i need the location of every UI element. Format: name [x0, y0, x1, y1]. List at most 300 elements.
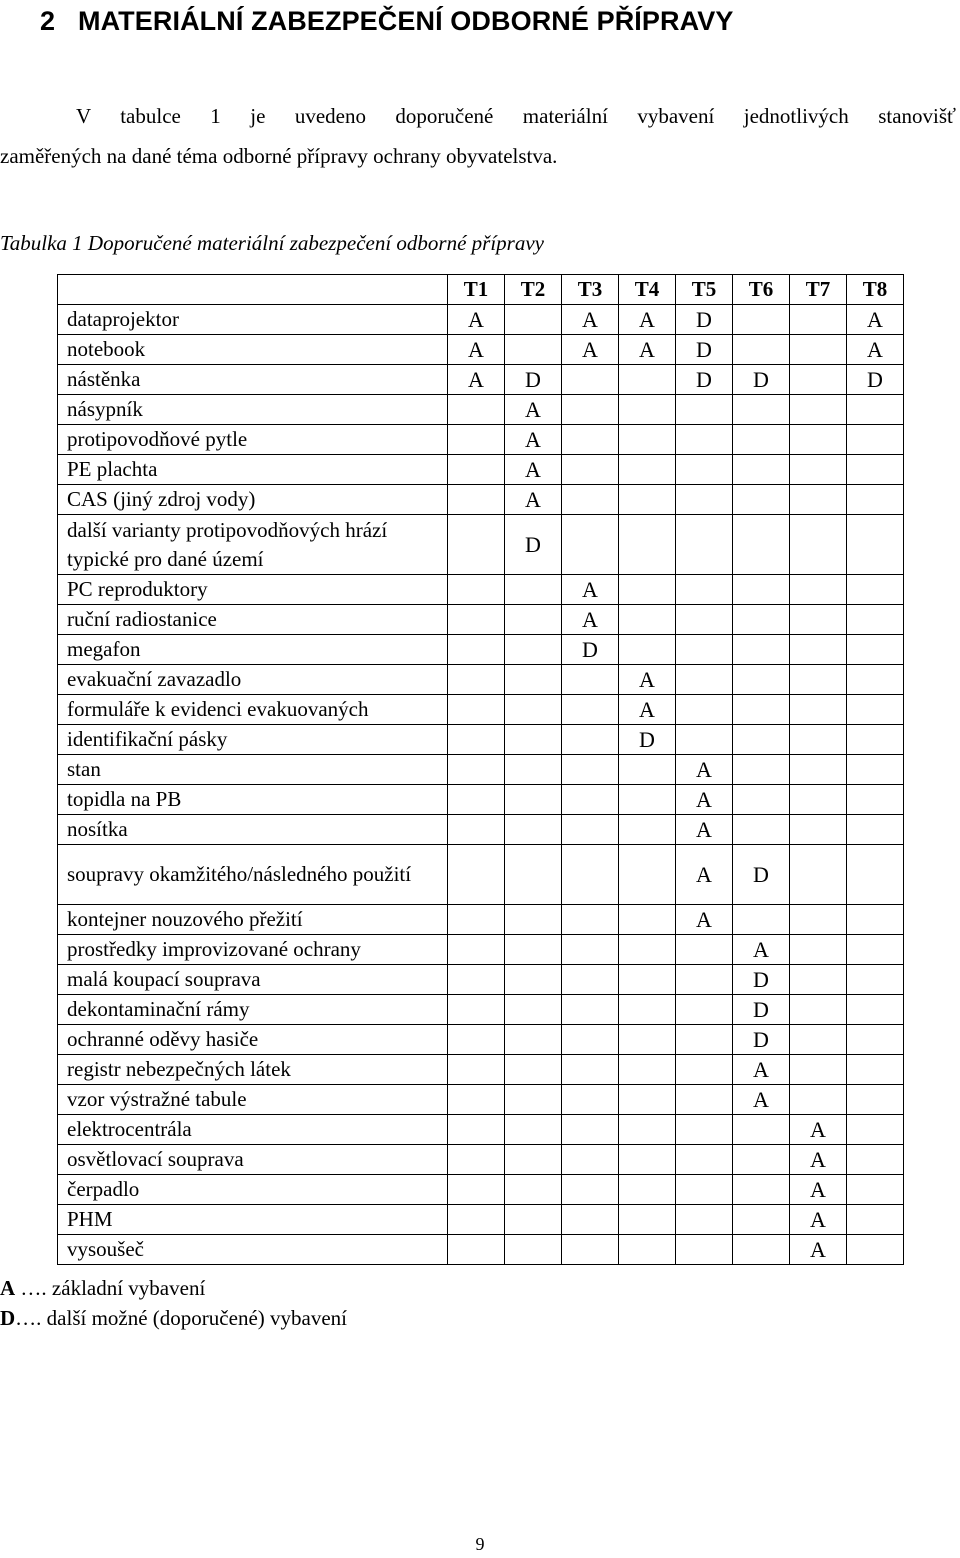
legend-text: …. základní vybavení [15, 1276, 206, 1300]
value-cell: A [790, 1115, 847, 1145]
value-cell [448, 1025, 505, 1055]
value-cell: D [847, 365, 904, 395]
value-cell [847, 1235, 904, 1265]
value-cell: D [676, 335, 733, 365]
table-row [58, 575, 904, 605]
value-cell [562, 485, 619, 515]
value-cell [733, 1115, 790, 1145]
value-cell [733, 785, 790, 815]
value-cell [676, 1085, 733, 1115]
value-cell [619, 425, 676, 455]
intro-paragraph [0, 96, 956, 176]
legend [0, 1273, 347, 1333]
value-cell [676, 965, 733, 995]
item-name-cell: stan [58, 755, 448, 785]
value-cell [448, 845, 505, 905]
value-cell: A [562, 335, 619, 365]
value-cell [790, 635, 847, 665]
value-cell [619, 455, 676, 485]
item-name-cell: dekontaminační rámy [58, 995, 448, 1025]
value-cell [448, 665, 505, 695]
value-cell [505, 965, 562, 995]
legend-key: A [0, 1276, 16, 1300]
value-cell [847, 1115, 904, 1145]
value-cell [847, 965, 904, 995]
value-cell [619, 935, 676, 965]
value-cell: D [733, 995, 790, 1025]
paragraph-line: V tabulce 1 je uvedeno doporučené materiální vybavení jednotlivých stanovišť [76, 104, 956, 128]
value-cell [505, 1145, 562, 1175]
value-cell [619, 995, 676, 1025]
value-cell [733, 425, 790, 455]
value-cell [619, 1025, 676, 1055]
value-cell [619, 785, 676, 815]
value-cell [448, 1235, 505, 1265]
table-row [58, 1175, 904, 1205]
value-cell [562, 995, 619, 1025]
section-title: MATERIÁLNÍ ZABEZPEČENÍ ODBORNÉ PŘÍPRAVY [78, 6, 734, 36]
value-cell: A [676, 815, 733, 845]
value-cell [619, 815, 676, 845]
column-header: T1 [448, 275, 505, 305]
value-cell [733, 515, 790, 575]
table-row [58, 365, 904, 395]
value-cell [733, 635, 790, 665]
item-column-header [58, 275, 448, 305]
value-cell [562, 1115, 619, 1145]
value-cell [448, 485, 505, 515]
value-cell [676, 665, 733, 695]
item-name-cell: kontejner nouzového přežití [58, 905, 448, 935]
value-cell: A [619, 335, 676, 365]
value-cell [448, 1145, 505, 1175]
value-cell: A [448, 305, 505, 335]
value-cell [676, 695, 733, 725]
value-cell [619, 1055, 676, 1085]
value-cell [448, 635, 505, 665]
table-row [58, 665, 904, 695]
table-row [58, 1055, 904, 1085]
item-name-cell: megafon [58, 635, 448, 665]
value-cell [448, 815, 505, 845]
value-cell [448, 395, 505, 425]
value-cell [847, 1175, 904, 1205]
value-cell [733, 485, 790, 515]
table-row [58, 335, 904, 365]
value-cell: A [448, 365, 505, 395]
table-row [58, 485, 904, 515]
value-cell [676, 425, 733, 455]
value-cell [562, 935, 619, 965]
value-cell [562, 1205, 619, 1235]
value-cell [562, 965, 619, 995]
value-cell [847, 665, 904, 695]
value-cell: A [790, 1175, 847, 1205]
section-heading [40, 2, 950, 40]
value-cell [790, 755, 847, 785]
value-cell: A [505, 485, 562, 515]
table-row [58, 1115, 904, 1145]
table-row [58, 695, 904, 725]
value-cell [448, 785, 505, 815]
value-cell [562, 695, 619, 725]
value-cell [505, 305, 562, 335]
value-cell: A [790, 1235, 847, 1265]
value-cell: A [847, 335, 904, 365]
value-cell [505, 815, 562, 845]
value-cell [562, 395, 619, 425]
value-cell: A [847, 305, 904, 335]
table-row [58, 1085, 904, 1115]
value-cell [676, 1055, 733, 1085]
value-cell [448, 515, 505, 575]
value-cell [619, 515, 676, 575]
value-cell [562, 1085, 619, 1115]
item-name-cell: registr nebezpečných látek [58, 1055, 448, 1085]
value-cell [676, 1235, 733, 1265]
legend-item [0, 1273, 347, 1303]
value-cell [790, 395, 847, 425]
value-cell: A [676, 785, 733, 815]
value-cell: D [733, 365, 790, 395]
value-cell [562, 785, 619, 815]
value-cell [790, 605, 847, 635]
value-cell [790, 905, 847, 935]
value-cell [847, 785, 904, 815]
value-cell [619, 845, 676, 905]
value-cell [847, 425, 904, 455]
value-cell [505, 1175, 562, 1205]
item-name-cell: PC reproduktory [58, 575, 448, 605]
value-cell [733, 1235, 790, 1265]
value-cell [562, 455, 619, 485]
value-cell [676, 1175, 733, 1205]
item-name-cell: evakuační zavazadlo [58, 665, 448, 695]
value-cell [619, 395, 676, 425]
value-cell [619, 575, 676, 605]
item-name-cell: násypník [58, 395, 448, 425]
item-name-cell: formuláře k evidenci evakuovaných [58, 695, 448, 725]
value-cell [562, 665, 619, 695]
value-cell: A [733, 1085, 790, 1115]
page-number: 9 [475, 1534, 485, 1554]
value-cell: A [733, 935, 790, 965]
value-cell: D [505, 515, 562, 575]
value-cell [505, 1205, 562, 1235]
value-cell [505, 1085, 562, 1115]
value-cell [562, 815, 619, 845]
value-cell [733, 905, 790, 935]
value-cell [676, 455, 733, 485]
item-name-cell: topidla na PB [58, 785, 448, 815]
table-row [58, 995, 904, 1025]
value-cell [619, 1205, 676, 1235]
value-cell [847, 1145, 904, 1175]
value-cell [790, 305, 847, 335]
value-cell [847, 395, 904, 425]
value-cell: A [676, 845, 733, 905]
item-name-cell: další varianty protipovodňových hrází typické pro dané území [58, 515, 448, 575]
value-cell [619, 1115, 676, 1145]
table-row [58, 1025, 904, 1055]
item-name-cell: soupravy okamžitého/následného použití [58, 845, 448, 905]
value-cell [448, 695, 505, 725]
value-cell [619, 1235, 676, 1265]
value-cell [733, 695, 790, 725]
value-cell [676, 485, 733, 515]
value-cell [676, 395, 733, 425]
column-header: T7 [790, 275, 847, 305]
value-cell [847, 935, 904, 965]
column-header: T8 [847, 275, 904, 305]
value-cell: A [733, 1055, 790, 1085]
value-cell [505, 575, 562, 605]
column-header: T5 [676, 275, 733, 305]
table-row [58, 845, 904, 905]
value-cell [505, 665, 562, 695]
table-header-row [58, 275, 904, 305]
table-row [58, 455, 904, 485]
paragraph-line: zaměřených na dané téma odborné přípravy ochrany obyvatelstva. [0, 144, 558, 168]
value-cell: D [733, 965, 790, 995]
value-cell [676, 725, 733, 755]
value-cell: D [676, 305, 733, 335]
value-cell [676, 605, 733, 635]
value-cell: D [733, 1025, 790, 1055]
table-row [58, 1145, 904, 1175]
value-cell: A [619, 305, 676, 335]
value-cell: D [505, 365, 562, 395]
item-name-cell: malá koupací souprava [58, 965, 448, 995]
value-cell [619, 965, 676, 995]
value-cell [619, 1085, 676, 1115]
legend-item [0, 1303, 347, 1333]
value-cell [790, 665, 847, 695]
value-cell [448, 575, 505, 605]
value-cell [505, 905, 562, 935]
value-cell [847, 995, 904, 1025]
item-name-cell: osvětlovací souprava [58, 1145, 448, 1175]
value-cell [847, 815, 904, 845]
value-cell [847, 515, 904, 575]
value-cell [676, 1205, 733, 1235]
item-name-cell: nástěnka [58, 365, 448, 395]
value-cell [847, 455, 904, 485]
value-cell: A [448, 335, 505, 365]
value-cell: A [505, 425, 562, 455]
table-row [58, 1235, 904, 1265]
value-cell [733, 395, 790, 425]
table-row [58, 635, 904, 665]
value-cell [505, 845, 562, 905]
item-name-cell: čerpadlo [58, 1175, 448, 1205]
value-cell [676, 935, 733, 965]
value-cell [505, 695, 562, 725]
item-name-cell: dataprojektor [58, 305, 448, 335]
value-cell: A [619, 695, 676, 725]
value-cell: A [676, 755, 733, 785]
value-cell [562, 515, 619, 575]
value-cell [790, 935, 847, 965]
table-caption: Tabulka 1 Doporučené materiální zabezpečení odborné přípravy [0, 231, 544, 255]
value-cell [847, 1085, 904, 1115]
value-cell [847, 1055, 904, 1085]
value-cell [847, 1025, 904, 1055]
value-cell [676, 1145, 733, 1175]
table-row [58, 965, 904, 995]
value-cell [619, 485, 676, 515]
value-cell [733, 815, 790, 845]
value-cell [505, 995, 562, 1025]
value-cell [448, 905, 505, 935]
section-number: 2 [40, 6, 56, 36]
value-cell [790, 335, 847, 365]
table-row [58, 785, 904, 815]
table-row [58, 725, 904, 755]
value-cell [676, 575, 733, 605]
value-cell [676, 635, 733, 665]
value-cell [847, 575, 904, 605]
value-cell [505, 935, 562, 965]
value-cell: D [619, 725, 676, 755]
value-cell [790, 695, 847, 725]
value-cell [448, 1175, 505, 1205]
value-cell [505, 335, 562, 365]
value-cell [676, 515, 733, 575]
value-cell [790, 785, 847, 815]
value-cell [790, 965, 847, 995]
value-cell [505, 1235, 562, 1265]
value-cell [505, 1055, 562, 1085]
value-cell [448, 1205, 505, 1235]
value-cell [448, 725, 505, 755]
item-name-cell: notebook [58, 335, 448, 365]
value-cell [619, 1175, 676, 1205]
value-cell [847, 695, 904, 725]
table-row [58, 305, 904, 335]
value-cell: D [676, 365, 733, 395]
value-cell [676, 995, 733, 1025]
item-name-cell: PE plachta [58, 455, 448, 485]
value-cell [448, 1055, 505, 1085]
value-cell [448, 455, 505, 485]
value-cell: A [619, 665, 676, 695]
value-cell: A [790, 1205, 847, 1235]
value-cell: A [505, 395, 562, 425]
value-cell: A [505, 455, 562, 485]
table-row [58, 515, 904, 575]
value-cell [790, 455, 847, 485]
value-cell: D [733, 845, 790, 905]
item-name-cell: vzor výstražné tabule [58, 1085, 448, 1115]
table-row [58, 395, 904, 425]
value-cell [505, 1025, 562, 1055]
value-cell [505, 605, 562, 635]
value-cell [676, 1115, 733, 1145]
value-cell [562, 1175, 619, 1205]
value-cell [448, 935, 505, 965]
value-cell [505, 725, 562, 755]
value-cell [790, 485, 847, 515]
item-name-cell: prostředky improvizované ochrany [58, 935, 448, 965]
table-row [58, 905, 904, 935]
value-cell [562, 845, 619, 905]
value-cell [619, 755, 676, 785]
value-cell [619, 905, 676, 935]
value-cell [733, 455, 790, 485]
item-name-cell: ochranné oděvy hasiče [58, 1025, 448, 1055]
value-cell [448, 755, 505, 785]
legend-key: D [0, 1306, 16, 1330]
value-cell [733, 1145, 790, 1175]
value-cell [562, 1235, 619, 1265]
legend-text: …. další možné (doporučené) vybavení [15, 1306, 347, 1330]
value-cell [733, 725, 790, 755]
column-header: T6 [733, 275, 790, 305]
value-cell [448, 425, 505, 455]
value-cell [847, 1205, 904, 1235]
value-cell [847, 725, 904, 755]
value-cell [790, 575, 847, 605]
value-cell [448, 1085, 505, 1115]
value-cell [790, 815, 847, 845]
value-cell [505, 755, 562, 785]
value-cell [847, 635, 904, 665]
value-cell [847, 485, 904, 515]
table-body [58, 305, 904, 1265]
value-cell [505, 785, 562, 815]
value-cell [676, 1025, 733, 1055]
value-cell [847, 755, 904, 785]
value-cell [790, 515, 847, 575]
value-cell [619, 365, 676, 395]
value-cell [733, 335, 790, 365]
value-cell [790, 995, 847, 1025]
value-cell [562, 1145, 619, 1175]
value-cell [562, 365, 619, 395]
value-cell [733, 575, 790, 605]
value-cell [790, 1025, 847, 1055]
value-cell [847, 605, 904, 635]
value-cell: A [562, 305, 619, 335]
value-cell: A [676, 905, 733, 935]
value-cell [790, 425, 847, 455]
table-row [58, 425, 904, 455]
value-cell: A [562, 605, 619, 635]
value-cell [562, 1055, 619, 1085]
table-row [58, 1205, 904, 1235]
value-cell [790, 1055, 847, 1085]
value-cell [562, 755, 619, 785]
value-cell [619, 605, 676, 635]
value-cell [619, 1145, 676, 1175]
value-cell [448, 1115, 505, 1145]
column-header: T4 [619, 275, 676, 305]
value-cell [733, 755, 790, 785]
value-cell [790, 845, 847, 905]
value-cell [505, 635, 562, 665]
value-cell: D [562, 635, 619, 665]
item-name-cell: identifikační pásky [58, 725, 448, 755]
item-name-cell: elektrocentrála [58, 1115, 448, 1145]
value-cell [733, 605, 790, 635]
value-cell: A [790, 1145, 847, 1175]
equipment-table [57, 274, 904, 1265]
value-cell [790, 1085, 847, 1115]
item-name-cell: PHM [58, 1205, 448, 1235]
value-cell [562, 905, 619, 935]
value-cell [790, 365, 847, 395]
